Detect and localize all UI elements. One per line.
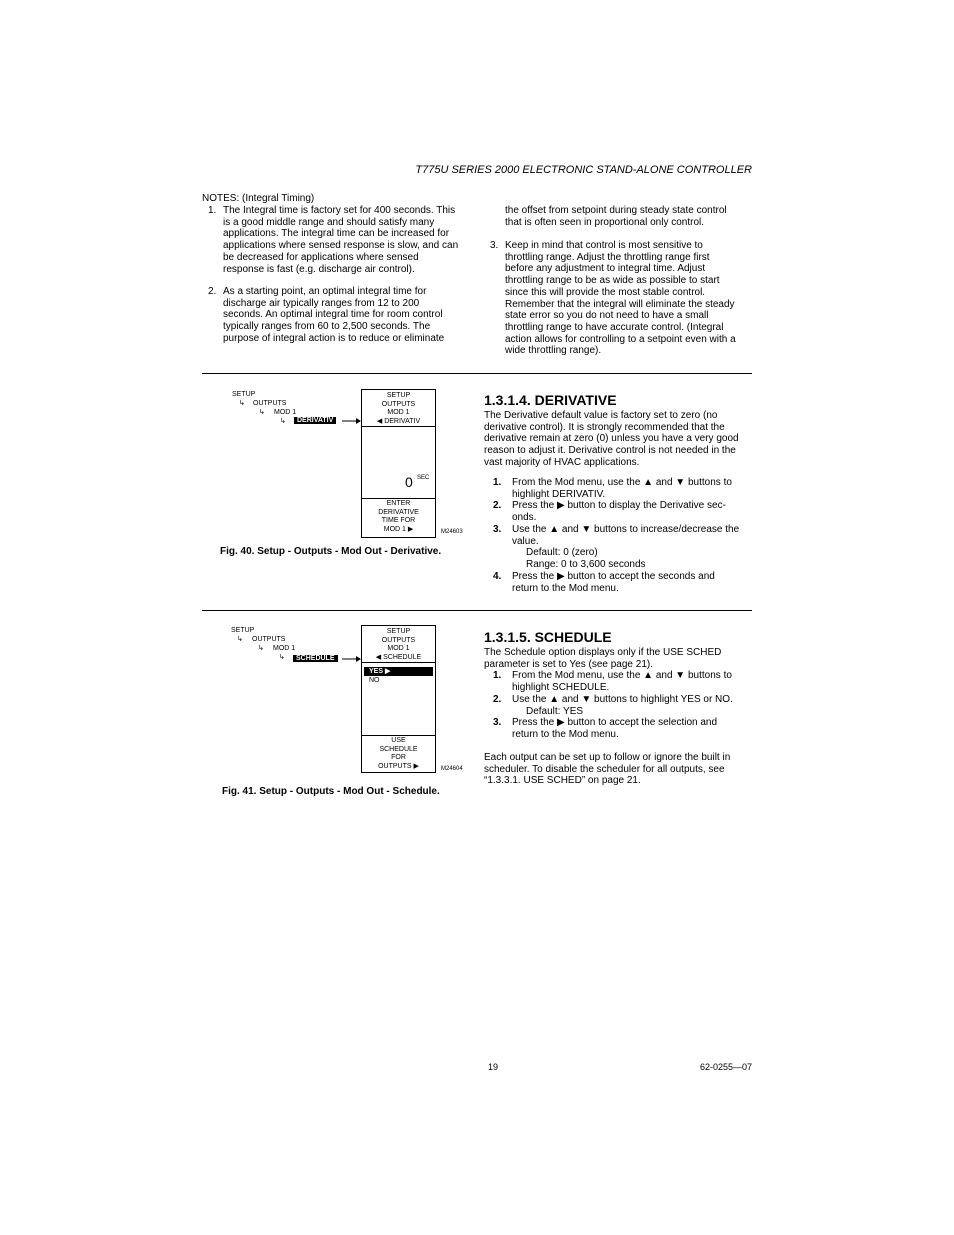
lcd-line: ◀ SCHEDULE: [375, 653, 422, 661]
menu-tree-selected: [294, 416, 336, 425]
note-line: state error so you do not need to have a small: [505, 310, 709, 322]
highlighted-menu-item: SCHEDULE: [293, 655, 338, 662]
note-line: be decreased for applications where sensed: [223, 251, 419, 263]
note-line: discharge air typically ranges from 12 to 200: [223, 297, 420, 309]
note-line: typically ranges from 60 to 2,500 seconds. The: [223, 321, 431, 333]
section-divider: [202, 373, 752, 374]
lcd-line: OUTPUTS: [381, 400, 416, 408]
lcd-line: FOR: [391, 754, 406, 761]
para-line: reason to adjust it. Derivative control is not needed in the: [484, 445, 736, 457]
menu-tree-mod: MOD 1: [273, 645, 296, 652]
step-text: [512, 477, 750, 500]
step-line: Press the ▶ button to display the Derivative sec-: [512, 500, 726, 511]
step-line: return to the Mod menu.: [512, 728, 619, 740]
note-line: the offset from setpoint during steady state control: [505, 205, 727, 216]
lcd-line: OUTPUTS: [381, 636, 416, 644]
step-line: Press the ▶ button to accept the selection and: [512, 717, 718, 728]
step-default: Default: YES: [526, 705, 584, 717]
para-line: derivative control). It is strongly recommended that the: [484, 421, 725, 433]
note-line: purpose of integral action is to reduce or eliminate: [223, 332, 445, 344]
highlighted-menu-item: DERIVATIV: [294, 417, 336, 424]
step-line: highlight DERIVATIV.: [512, 488, 606, 500]
note-line: Remember that the integral will eliminate the steady: [505, 298, 735, 310]
menu-tree-outputs: OUTPUTS: [253, 400, 287, 407]
note-number: 3.: [490, 240, 499, 251]
step-line: value.: [512, 535, 539, 547]
lcd-display: [361, 389, 436, 538]
note-number: 2.: [208, 286, 217, 297]
lcd-line: OUTPUTS ▶: [378, 762, 419, 770]
note-text: [223, 205, 458, 275]
lcd-divider: [362, 498, 435, 499]
para-line: vast majority of HVAC applications.: [484, 456, 640, 468]
step-line: onds.: [512, 511, 537, 523]
lcd-divider: [362, 735, 435, 736]
menu-tree-branch-icon: ↳: [239, 400, 245, 407]
lcd-line: SETUP: [386, 392, 411, 399]
lcd-line: ◀ DERIVATIV: [376, 417, 421, 425]
menu-tree-selected: [293, 654, 338, 663]
step-range: Range: 0 to 3,600 seconds: [526, 559, 646, 571]
menu-tree-setup: SETUP: [232, 391, 256, 398]
note-line: seconds. An optimal integral time for room control: [223, 309, 443, 321]
section-heading: 1.3.1.5. SCHEDULE: [484, 629, 612, 645]
lcd-unit: SEC: [417, 475, 430, 481]
figure-code: M24603: [441, 529, 463, 535]
note-line: throttling range to have accurate control. (Integral: [505, 321, 724, 333]
note-line: The Integral time is factory set for 400 seconds. This: [223, 205, 456, 216]
step-number: 3.: [493, 717, 502, 728]
step-number: 3.: [493, 524, 502, 535]
para-line: “1.3.3.1. USE SCHED” on page 21.: [484, 775, 641, 787]
para-line: derivative remain at zero (0) unless you have a very good: [484, 433, 739, 445]
section-intro: [484, 647, 752, 670]
lcd-option-yes: YES ▶: [364, 667, 433, 676]
menu-tree-branch-icon: ↳: [280, 418, 286, 425]
step-text: [512, 500, 750, 523]
note-line: applications where sensed response is slow, and can: [223, 240, 459, 252]
lcd-line: MOD 1 ▶: [383, 525, 414, 533]
step-text: [512, 670, 750, 693]
step-default: Default: 0 (zero): [526, 547, 598, 559]
menu-tree-branch-icon: ↳: [259, 409, 265, 416]
section-heading: 1.3.1.4. DERIVATIVE: [484, 392, 617, 408]
note-line: action allows for controlling to a setpoint even with a: [505, 333, 736, 345]
lcd-line: SETUP: [386, 628, 411, 635]
figure-code: M24604: [441, 766, 463, 772]
lcd-display: [361, 625, 436, 773]
document-number: 62-0255—07: [699, 1062, 752, 1072]
lcd-divider: [362, 662, 435, 663]
lcd-line: MOD 1: [387, 645, 410, 652]
note-number: 1.: [208, 205, 217, 216]
lcd-line: ENTER: [386, 500, 411, 507]
para-line: scheduler. To disable the scheduler for all outputs, see: [484, 763, 725, 775]
note-line: throttling range. Adjust the throttling range first: [505, 251, 710, 263]
step-line: Press the ▶ button to accept the seconds and: [512, 571, 715, 582]
para-line: Each output can be set up to follow or ignore the built in: [484, 752, 731, 763]
step-number: 2.: [493, 500, 502, 511]
menu-tree-branch-icon: ↳: [258, 645, 264, 652]
lcd-line: TIME FOR: [381, 517, 416, 524]
pointer-arrow-icon: [342, 654, 362, 664]
step-text: [512, 717, 750, 740]
note-line: response is fast (e.g. discharge air control).: [223, 263, 415, 275]
figure-caption: Fig. 40. Setup - Outputs - Mod Out - Derivative.: [220, 546, 442, 557]
lcd-divider: [362, 426, 435, 427]
lcd-line: DERIVATIVE: [378, 508, 419, 516]
step-number: 2.: [493, 694, 502, 705]
step-line: highlight SCHEDULE.: [512, 681, 610, 693]
step-line: From the Mod menu, use the ▲ and ▼ buttons to: [512, 670, 732, 681]
note-text: [223, 286, 444, 345]
lcd-option-no: NO: [369, 677, 380, 684]
note-line: throttling range to be as wide as possible to start: [505, 275, 720, 287]
step-text: [512, 694, 750, 717]
menu-tree-setup: SETUP: [231, 627, 255, 634]
note-text: [505, 240, 736, 357]
page-number: 19: [488, 1062, 499, 1072]
menu-tree-branch-icon: ↳: [279, 654, 285, 661]
menu-tree-mod: MOD 1: [274, 409, 297, 416]
menu-tree-outputs: OUTPUTS: [252, 636, 286, 643]
note-line: is a good middle range and should satisfy many: [223, 216, 435, 228]
note-line: that is often seen in proportional only control.: [505, 216, 705, 228]
page-header-title: T775U SERIES 2000 ELECTRONIC STAND-ALONE CONTROLLER: [415, 164, 752, 176]
section-divider: [202, 610, 752, 611]
lcd-line: USE: [391, 737, 406, 744]
note-text: [505, 205, 727, 228]
note-line: since this will provide the most stable control.: [505, 286, 706, 298]
pointer-arrow-icon: [342, 416, 362, 426]
note-line: wide throttling range).: [505, 345, 602, 357]
notes-title: NOTES: (Integral Timing): [202, 193, 315, 204]
note-line: applications. The integral time can be increased for: [223, 228, 450, 240]
note-line: before any adjustment to integral time. Adjust: [505, 263, 706, 275]
para-line: parameter is set to Yes (see page 21).: [484, 658, 653, 670]
step-line: From the Mod menu, use the ▲ and ▼ buttons to: [512, 477, 732, 488]
figure-caption: Fig. 41. Setup - Outputs - Mod Out - Schedule.: [222, 786, 440, 797]
step-number: 4.: [493, 571, 502, 582]
step-line: Use the ▲ and ▼ buttons to highlight YES or NO.: [512, 694, 733, 705]
para-line: The Schedule option displays only if the USE SCHED: [484, 647, 722, 658]
para-line: The Derivative default value is factory set to zero (no: [484, 410, 718, 421]
section-intro: [484, 410, 752, 469]
lcd-value: 0: [405, 474, 413, 490]
lcd-line: MOD 1: [387, 409, 410, 416]
step-number: 1.: [493, 670, 502, 681]
menu-tree-branch-icon: ↳: [237, 636, 243, 643]
note-line: As a starting point, an optimal integral time for: [223, 286, 427, 297]
step-text: [512, 524, 750, 571]
step-line: Use the ▲ and ▼ buttons to increase/decrease the: [512, 524, 740, 535]
step-text: [512, 571, 750, 594]
step-number: 1.: [493, 477, 502, 488]
section-outro: [484, 752, 752, 787]
step-line: return to the Mod menu.: [512, 582, 619, 594]
lcd-line: SCHEDULE: [379, 745, 418, 753]
note-line: Keep in mind that control is most sensitive to: [505, 240, 703, 251]
